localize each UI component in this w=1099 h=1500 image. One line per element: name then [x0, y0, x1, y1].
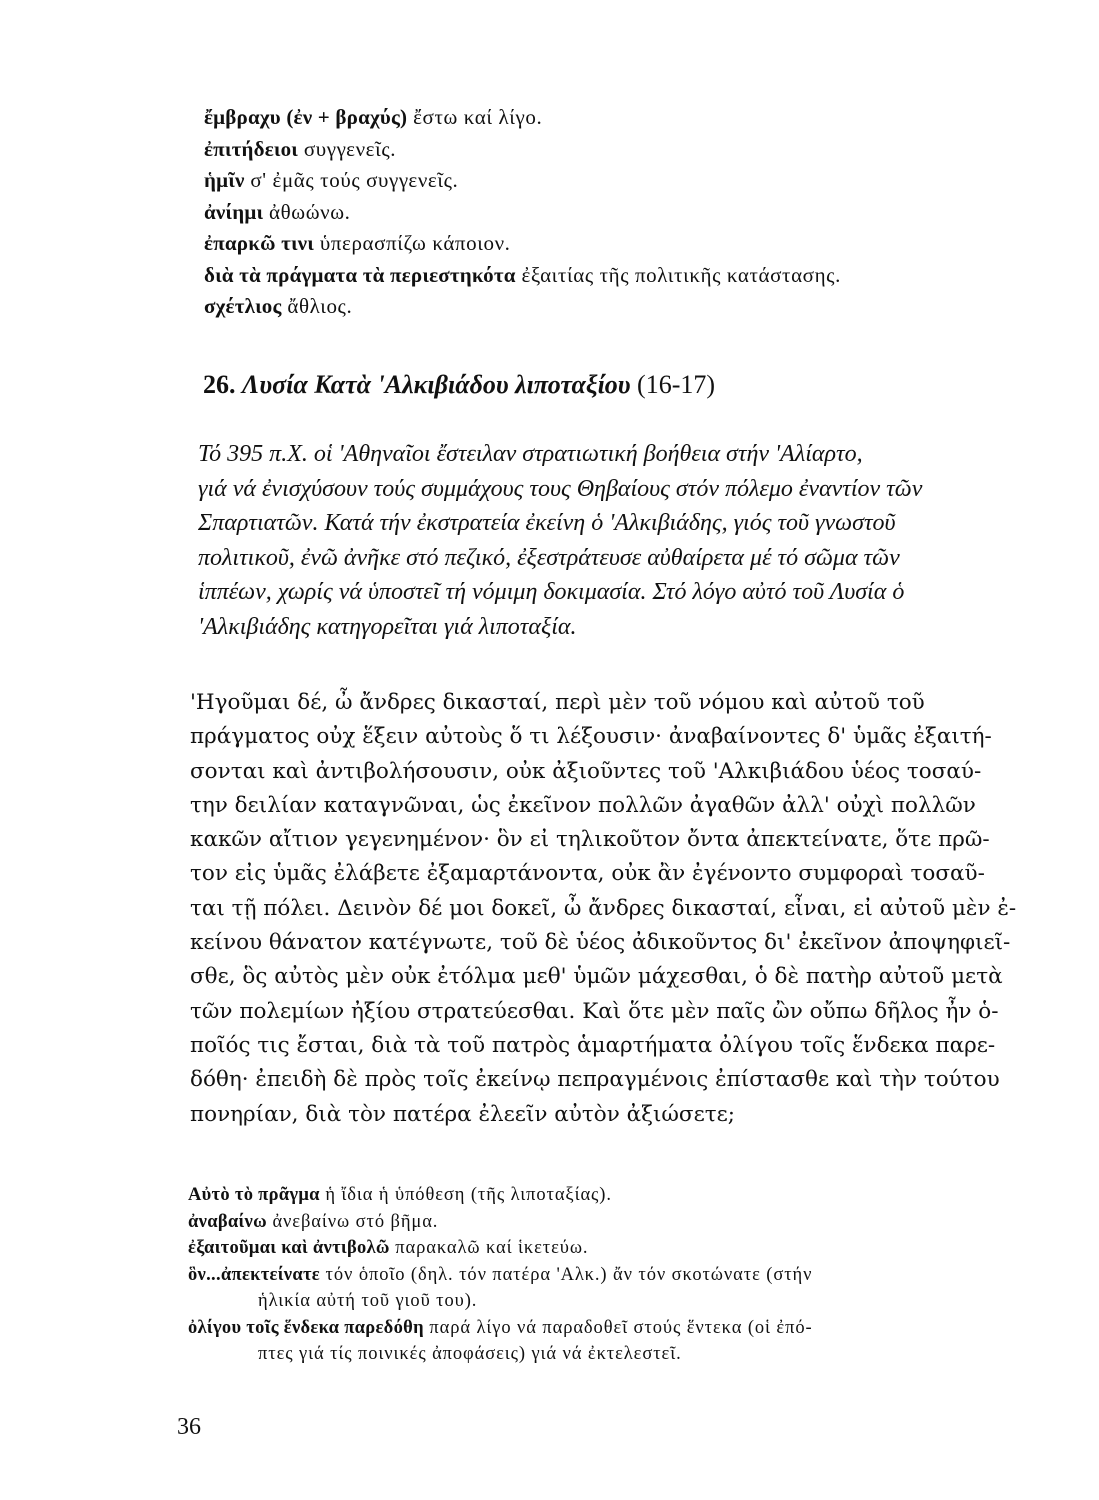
bottom-glossary	[188, 1182, 1048, 1368]
text-line: πράγματος οὐχ ἕξειν αὐτοὺς ὅ τι λέξουσιν· ἀναβαίνοντες δ' ὑμᾶς ἐξαιτή-	[190, 724, 992, 750]
gloss-term: ἐξαιτοῦμαι καὶ ἀντιβολῶ	[188, 1238, 390, 1258]
text-line: 'Ηγοῦμαι δέ, ὦ ἄνδρες δικασταί, περὶ μὲν τοῦ νόμου καὶ αὐτοῦ τοῦ	[190, 690, 925, 715]
section-number: 26.	[203, 370, 236, 399]
text-line: ται τῇ πόλει. Δεινὸν δέ μοι δοκεῖ, ὦ ἄνδρες δικασταί, εἶναι, εἰ αὐτοῦ μὲν ἐ-	[190, 895, 1017, 921]
section-heading	[203, 370, 715, 400]
gloss-definition: ἔστω καί λίγο.	[407, 105, 543, 129]
gloss-entry	[204, 102, 1044, 134]
text-line: την δειλίαν καταγνῶναι, ὡς ἐκεῖνον πολλῶν ἀγαθῶν ἀλλ' οὐχὶ πολλῶν	[190, 792, 976, 818]
section-range: (16-17)	[637, 370, 716, 399]
gloss-definition: πτες γιά τίς ποινικές ἀποφάσεις) γιά νά ἐκτελεστεῖ.	[258, 1344, 682, 1364]
gloss-term: ἀναβαίνω	[188, 1211, 267, 1232]
gloss-term: ὃν...ἀπεκτείνατε	[188, 1264, 321, 1285]
gloss-entry	[204, 165, 1044, 197]
gloss-term: διὰ τὰ πράγματα τὰ περιεστηκότα	[204, 262, 516, 287]
gloss-term: σχέτλιος	[204, 294, 282, 318]
intro-line: πολιτικοῦ, ἐνῶ ἀνῆκε στό πεζικό, ἐξεστράτευσε αὐθαίρετα μέ τό σῶμα τῶν	[198, 544, 900, 571]
intro-line: γιά νά ἐνισχύσουν τούς συμμάχους τους Θηβαίους στόν πόλεμο ἐναντίον τῶν	[198, 475, 923, 502]
intro-line: 'Αλκιβιάδης κατηγορεῖται γιά λιποταξία.	[198, 613, 577, 640]
gloss-continuation	[188, 1341, 1048, 1368]
gloss-entry	[188, 1235, 1048, 1262]
gloss-definition: ἀνεβαίνω στό βῆμα.	[266, 1211, 439, 1232]
gloss-entry	[188, 1315, 1048, 1342]
gloss-entry	[188, 1262, 1048, 1289]
introduction-paragraph	[198, 437, 1048, 644]
gloss-entry	[188, 1182, 1048, 1209]
gloss-definition: παρά λίγο νά παραδοθεῖ στούς ἕντεκα (οἱ ἐπό-	[423, 1317, 813, 1338]
text-line: τον εἰς ὑμᾶς ἐλάβετε ἐξαμαρτάνοντα, οὐκ ἂν ἐγένοντο συμφοραὶ τοσαῦ-	[190, 861, 985, 887]
gloss-definition: παρακαλῶ καί ἱκετεύω.	[389, 1238, 589, 1258]
intro-line: Σπαρτιατῶν. Κατά τήν ἐκστρατεία ἐκείνη ὁ 'Αλκιβιάδης, γιός τοῦ γνωστοῦ	[198, 510, 896, 536]
text-line: τῶν πολεμίων ἠξίου στρατεύεσθαι. Καὶ ὅτε μὲν παῖς ὢν οὔπω δῆλος ἦν ὁ-	[190, 998, 999, 1024]
gloss-entry	[188, 1209, 1048, 1236]
gloss-definition: ἄθλιος.	[281, 294, 353, 318]
text-line: σθε, ὃς αὐτὸς μὲν οὐκ ἐτόλμα μεθ' ὑμῶν μάχεσθαι, ὁ δὲ πατὴρ αὐτοῦ μετὰ	[190, 964, 1003, 990]
gloss-definition: ἡλικία αὐτή τοῦ γιοῦ του).	[258, 1291, 478, 1311]
gloss-definition: σ' ἐμᾶς τούς συγγενεῖς.	[244, 168, 459, 192]
text-line: πονηρίαν, διὰ τὸν πατέρα ἐλεεῖν αὐτὸν ἀξιώσετε;	[190, 1101, 736, 1127]
gloss-term: ἐπαρκῶ τινι	[204, 231, 314, 255]
gloss-term: ὀλίγου τοῖς ἕνδεκα παρεδόθη	[188, 1317, 424, 1338]
text-line: δόθη· ἐπειδὴ δὲ πρὸς τοῖς ἐκείνῳ πεπραγμένοις ἐπίστασθε καὶ τὴν τούτου	[190, 1067, 1000, 1093]
intro-line: ἱππέων, χωρίς νά ὑποστεῖ τή νόμιμη δοκιμασία. Στό λόγο αὐτό τοῦ Λυσία ὁ	[198, 579, 905, 605]
page-number: 36	[177, 1414, 201, 1440]
text-line: ποῖός τις ἔσται, διὰ τὰ τοῦ πατρὸς ἁμαρτήματα ὀλίγου τοῖς ἕνδεκα παρε-	[190, 1032, 996, 1058]
ancient-greek-text	[190, 686, 1040, 1132]
gloss-entry	[204, 291, 1044, 323]
gloss-definition: συγγενεῖς.	[298, 136, 397, 161]
text-line: σονται καὶ ἀντιβολήσουσιν, οὐκ ἀξιοῦντες τοῦ 'Αλκιβιάδου ὑέος τοσαύ-	[190, 758, 982, 784]
gloss-continuation	[188, 1288, 1048, 1315]
gloss-definition: ἐξαιτίας τῆς πολιτικῆς κατάστασης.	[515, 262, 841, 287]
gloss-term: ἀνίημι	[204, 199, 264, 224]
gloss-definition: ὑπερασπίζω κάποιον.	[313, 231, 511, 255]
intro-line: Τό 395 π.Χ. οἱ 'Αθηναῖοι ἔστειλαν στρατιωτική βοήθεια στήν 'Αλίαρτο,	[198, 441, 863, 467]
gloss-entry	[204, 134, 1044, 166]
gloss-term: Αὐτὸ τὸ πρᾶγμα	[188, 1185, 320, 1205]
top-glossary	[204, 102, 1044, 323]
gloss-entry	[204, 228, 1044, 260]
section-title: Λυσία Κατὰ 'Αλκιβιάδου λιποταξίου	[242, 370, 631, 399]
gloss-definition: ἡ ἴδια ἡ ὑπόθεση (τῆς λιποταξίας).	[319, 1185, 612, 1205]
text-line: κείνου θάνατον κατέγνωτε, τοῦ δὲ ὑέος ἀδικοῦντος δι' ἐκεῖνον ἀποψηφιεῖ-	[190, 930, 1011, 956]
gloss-entry	[204, 260, 1044, 292]
text-line: κακῶν αἴτιον γεγενημένον· ὃν εἰ τηλικοῦτον ὄντα ἀπεκτείνατε, ὅτε πρῶ-	[190, 827, 990, 853]
gloss-definition: ἀθωώνω.	[263, 199, 351, 224]
gloss-entry	[204, 197, 1044, 229]
gloss-definition: τόν ὁποῖο (δηλ. τόν πατέρα 'Αλκ.) ἄν τόν σκοτώνατε (στήν	[320, 1264, 813, 1285]
gloss-term: ἐπιτήδειοι	[204, 136, 298, 161]
gloss-term: ἡμῖν	[204, 168, 245, 192]
gloss-term: ἔμβραχυ (ἐν + βραχύς)	[204, 105, 408, 129]
